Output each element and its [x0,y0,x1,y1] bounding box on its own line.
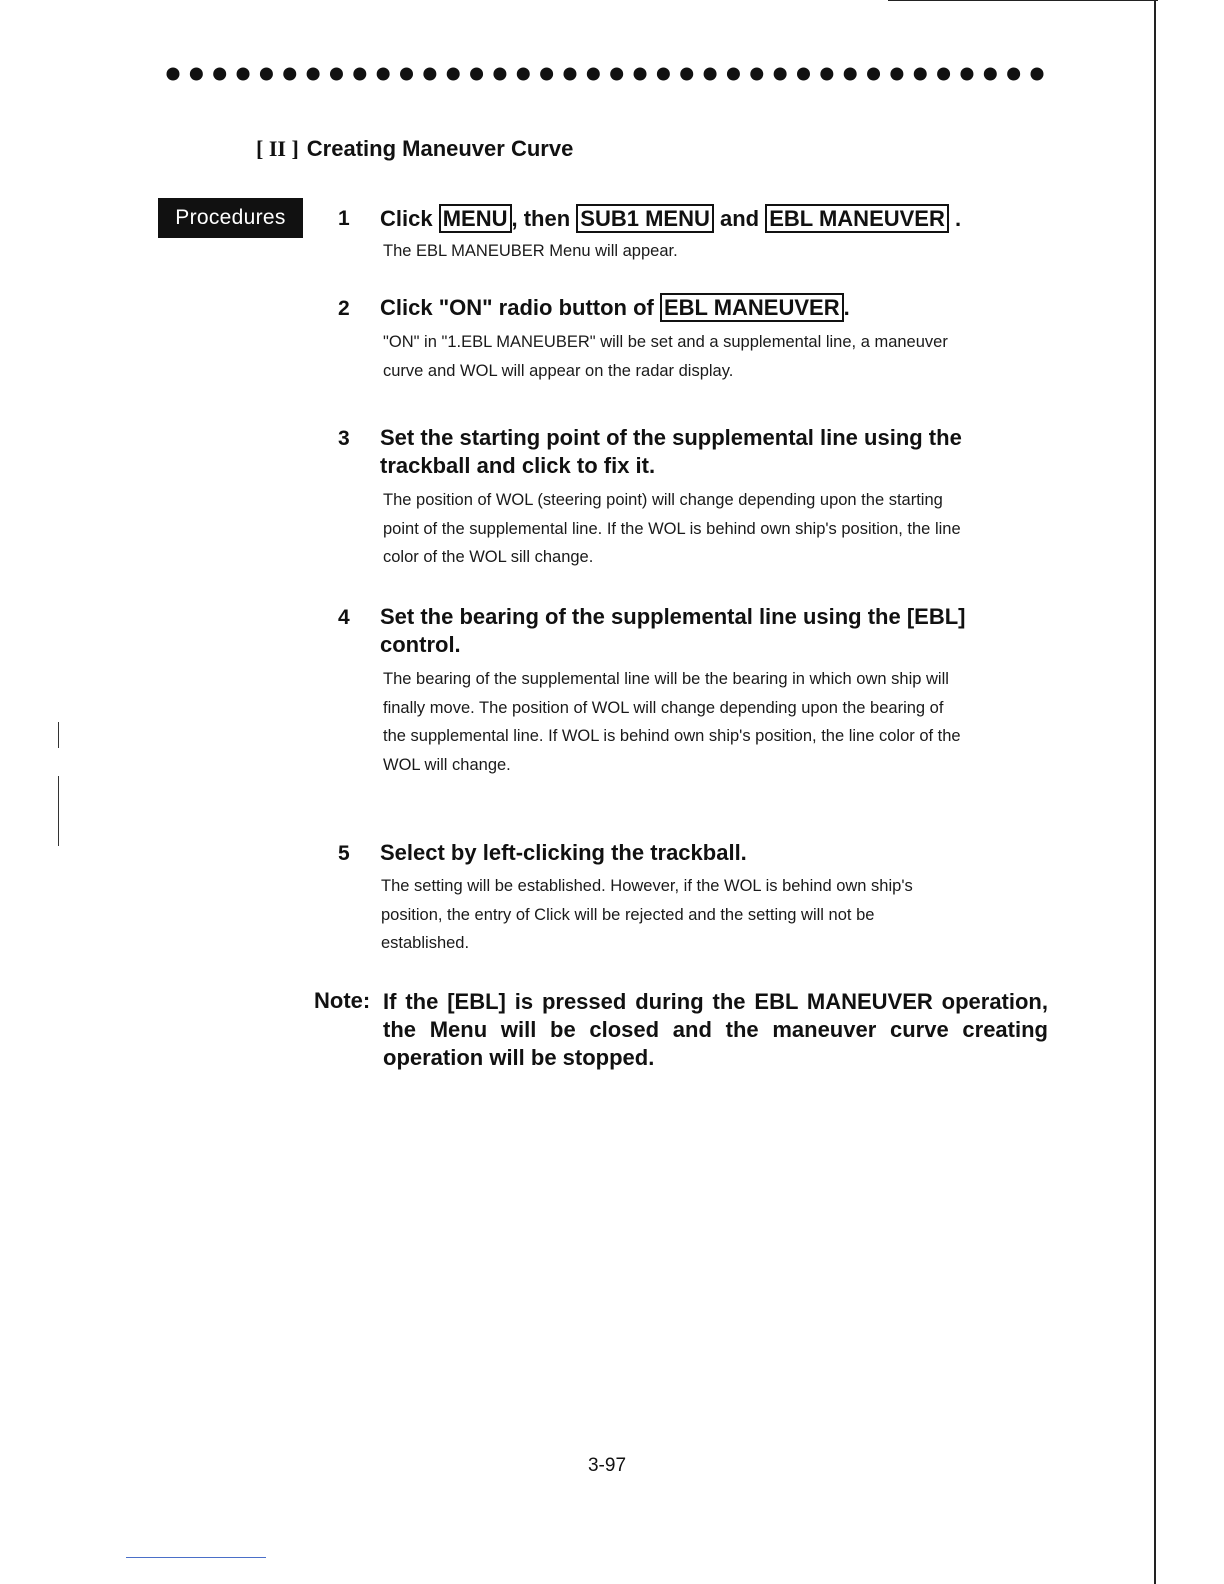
divider-dot [820,68,833,81]
note-text: If the [EBL] is pressed during the EBL MANEUVER operation, the Menu will be closed and the maneuver curve creating operation will be stopped. [383,989,1048,1070]
step-5-heading-line: Select by left-clicking the trackball. [380,840,747,865]
step-2-number: 2 [338,297,350,320]
right-border-line [1154,0,1156,1584]
divider-dot [984,68,997,81]
divider-dot [493,68,506,81]
step-1-end-text: . [955,206,962,231]
step-1-click-text: Click [380,206,433,231]
divider-dot [1007,68,1020,81]
step-5-body-line: The setting will be established. However, if the WOL is behind own ship's [381,877,913,895]
step-5-body [381,872,913,958]
divider-dot [937,68,950,81]
step-3-body-line: color of the WOL sill change. [383,548,594,566]
step-4-heading-line: control. [380,632,461,657]
step-2-head-text: Click "ON" radio button of [380,295,654,320]
divider-dot [727,68,740,81]
divider-dot [400,68,413,81]
step-4-heading-line: Set the bearing of the supplemental line using the [EBL] [380,604,966,629]
divider-dot [750,68,763,81]
divider-dot [190,68,203,81]
step-5-number: 5 [338,842,350,865]
divider-dot [867,68,880,81]
step-3-body-line: point of the supplemental line. If the WOL is behind own ship's position, the line [383,519,961,538]
divider-dot [283,68,296,81]
divider-dot [704,68,717,81]
divider-dot [563,68,576,81]
divider-dot [797,68,810,81]
top-border-line [888,0,1158,1]
step-4-body-line: WOL will change. [383,755,511,774]
divider-dot [260,68,273,81]
divider-dot [634,68,647,81]
step-5-body-line: position, the entry of Click will be rejected and the setting will not be [381,905,875,924]
divider-dot [307,68,320,81]
step-4-number: 4 [338,606,350,629]
divider-dot [540,68,553,81]
margin-change-bar [58,722,59,748]
margin-change-bar [58,776,59,846]
section-title-text: Creating Maneuver Curve [306,136,574,161]
step-2-heading [380,294,850,322]
divider-dot [587,68,600,81]
menu-key: MENU [439,204,512,233]
divider-dot [657,68,670,81]
step-1-heading [380,205,961,233]
divider-dot [517,68,530,81]
divider-dot [167,68,180,81]
divider-dot [960,68,973,81]
divider-dot [353,68,366,81]
divider-dot [447,68,460,81]
ebl-maneuver-key-2: EBL MANEUVER [660,293,844,322]
step-2-body-line: curve and WOL will appear on the radar display. [383,361,734,380]
step-1-body [383,237,678,266]
note-label: Note: [314,988,371,1013]
divider-dot [680,68,693,81]
section-roman-numeral: [ II ] [256,136,299,161]
divider-dot [774,68,787,81]
divider-dot [213,68,226,81]
ebl-maneuver-key: EBL MANEUVER [765,204,949,233]
step-2-body-line: "ON" in "1.EBL MANEUBER" will be set and a supplemental line, a maneuver [383,333,948,351]
divider-dot [844,68,857,81]
step-4-body-line: finally move. The position of WOL will change depending upon the bearing of [383,698,944,717]
divider-dot [1031,68,1044,81]
step-1-and-text: and [720,206,760,231]
dot-divider [160,60,1050,88]
divider-dot [610,68,623,81]
footer-rule [126,1557,266,1558]
step-2-body [383,328,948,385]
step-3-heading [380,424,962,480]
divider-dot [890,68,903,81]
step-3-number: 3 [338,427,350,450]
divider-dot [237,68,250,81]
page-number: 3-97 [587,1455,627,1476]
step-4-body-line: the supplemental line. If WOL is behind own ship's position, the line color of the [383,727,961,745]
step-3-heading-line: trackball and click to fix it. [380,453,656,478]
divider-dot [377,68,390,81]
divider-dot [470,68,483,81]
step-3-body [383,486,961,572]
step-1-number: 1 [338,207,350,230]
step-4-heading [380,603,966,659]
divider-dot [423,68,436,81]
step-5-body-line: established. [381,934,470,952]
step-3-body-line: The position of WOL (steering point) will change depending upon the starting [383,491,943,509]
section-title [256,136,573,162]
divider-dot [330,68,343,81]
step-4-body [383,665,961,779]
step-1-body-line: The EBL MANEUBER Menu will appear. [383,242,678,260]
step-3-heading-line: Set the starting point of the supplemental line using the [380,425,962,450]
procedures-badge: Procedures [158,198,303,238]
step-2-end-text: . [843,295,850,320]
step-1-then-text: , then [511,206,571,231]
divider-dot [914,68,927,81]
sub1-menu-key: SUB1 MENU [576,204,714,233]
step-5-heading [380,839,747,867]
step-4-body-line: The bearing of the supplemental line will be the bearing in which own ship will [383,670,949,688]
